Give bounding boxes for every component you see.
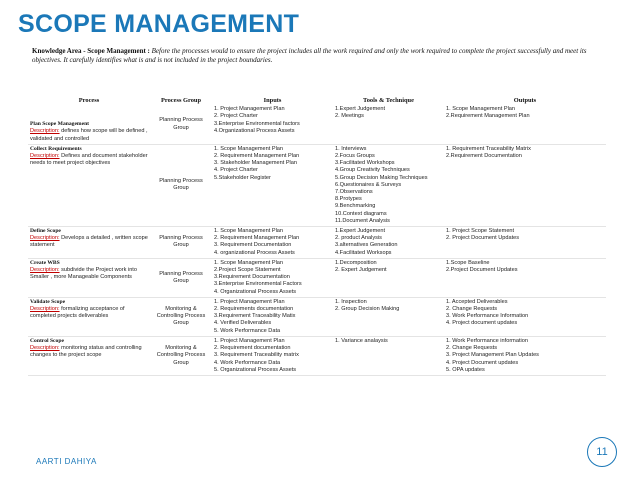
process-cell	[28, 227, 150, 259]
process-group-line: Planning Process	[159, 235, 203, 242]
inputs-cell	[212, 297, 333, 336]
tool-item: 3.Facilitated Workshops	[335, 160, 395, 167]
input-item: 4. Work Performance Data	[214, 359, 281, 366]
process-group-line: Group	[173, 242, 189, 249]
tool-item: 1. Variance analaysis	[335, 337, 388, 344]
tool-item: 5.Group Decision Making Techniques	[335, 174, 428, 181]
outputs-cell	[444, 105, 606, 144]
output-item: 2. Change Requests	[446, 306, 497, 313]
process-group-cell	[150, 258, 212, 297]
input-item: 3.Enterprise Environmental factors	[214, 120, 300, 127]
tool-item: 2. Expert Judgement	[335, 267, 387, 274]
process-table	[28, 96, 606, 376]
table-row	[28, 105, 606, 144]
outputs-cell	[444, 336, 606, 375]
process-group-line: Group	[173, 359, 189, 366]
input-item: 3. Requirement Traceability matrix	[214, 352, 299, 359]
process-description: subdivide the Project work into Smaller , more Manageable Components	[30, 267, 137, 281]
process-group-cell	[150, 227, 212, 259]
process-name: Define Scope	[30, 228, 61, 235]
tool-item: 10.Context diagrams	[335, 210, 387, 217]
input-item: 1. Project Management Plan	[214, 337, 285, 344]
description-label: Description:	[30, 153, 60, 160]
process-group-line: Planning Process	[159, 270, 203, 277]
process-group-line: Monitoring &	[165, 345, 197, 352]
tool-item: 1. Inspection	[335, 298, 367, 305]
process-group-cell	[150, 336, 212, 375]
tool-item: 1.Expert Judgement	[335, 106, 386, 113]
output-item: 5. OPA updates	[446, 366, 485, 373]
process-name: Plan Scope Management	[30, 121, 90, 128]
intro-paragraph	[32, 47, 592, 65]
output-item: 1. Accepted Deliverables	[446, 298, 508, 305]
input-item: 2. Requirement Management Plan	[214, 153, 300, 160]
process-name: Create WBS	[30, 259, 60, 266]
tool-item: 2.Focus Groups	[335, 153, 375, 160]
process-group-cell	[150, 105, 212, 144]
inputs-cell	[212, 105, 333, 144]
table-body	[28, 105, 606, 375]
table-header-row	[28, 96, 606, 105]
tool-item: 8.Protypes	[335, 196, 362, 203]
process-group-cell	[150, 297, 212, 336]
input-item: 2. Requirement Management Plan	[214, 235, 300, 242]
input-item: 5. Work Performance Data	[214, 327, 281, 334]
tools-cell	[333, 227, 444, 259]
process-description: Develops a detailed , written scope statement	[30, 235, 148, 249]
process-cell	[28, 297, 150, 336]
process-description: defines how scope will be defined , validated and controlled	[30, 128, 148, 142]
table-row	[28, 297, 606, 336]
process-group-line: Controlling Process	[156, 352, 206, 359]
description-label: Description:	[30, 235, 60, 242]
input-item: 4. organizational Process Assets	[214, 249, 295, 256]
output-item: 4. Project document updates	[446, 320, 518, 327]
process-group-line: Group	[173, 320, 189, 327]
table-row	[28, 227, 606, 259]
tools-cell	[333, 336, 444, 375]
inputs-cell	[212, 336, 333, 375]
tool-item: 1. Interviews	[335, 145, 367, 152]
table-row	[28, 258, 606, 297]
process-group-line: Monitoring &	[165, 306, 197, 313]
input-item: 1. Project Management Plan	[214, 298, 285, 305]
tools-cell	[333, 144, 444, 226]
input-item: 4. Organizational Process Assets	[214, 288, 297, 295]
intro-text: Before the processes would to ensure the project includes all the work required and only the work required to complete the project successfully and meet its objectives. It carefully identifies what is and is not included in the project boundaries.	[32, 47, 587, 64]
input-item: 3. Requirement Documentation	[214, 242, 292, 249]
header-tools: Tools & Technique	[363, 97, 414, 104]
output-item: 1. Project Scope Statement	[446, 228, 515, 235]
page-number-badge: 11	[587, 437, 617, 467]
header-process-group: Process Group	[160, 97, 202, 104]
process-group-cell	[150, 144, 212, 226]
output-item: 2. Change Requests	[446, 345, 497, 352]
input-item: 4.Organizational Process Assets	[214, 127, 295, 134]
output-item: 1.Scope Baseline	[446, 259, 490, 266]
tool-item: 2. Meetings	[335, 113, 364, 120]
tool-item: 4.Group Creativity Techniques	[335, 167, 410, 174]
tool-item: 4.Facilitated Worksops	[335, 249, 392, 256]
header-inputs: Inputs	[263, 97, 282, 104]
process-group-line: Group	[173, 185, 189, 192]
output-item: 1. Scope Management Plan	[446, 106, 516, 113]
process-group-line: Group	[173, 124, 189, 131]
process-description: formalizing acceptance of completed projects deliverables	[30, 306, 125, 320]
output-item: 1. Requirement Traceability Matrix	[446, 145, 531, 152]
input-item: 2. Project Charter	[214, 113, 258, 120]
process-cell	[28, 144, 150, 226]
input-item: 1. Scope Management Plan	[214, 145, 284, 152]
description-label: Description:	[30, 306, 60, 313]
input-item: 2. Requirement documentation	[214, 345, 291, 352]
process-cell	[28, 105, 150, 144]
description-label: Description:	[30, 345, 60, 352]
output-item: 4. Project Document updates	[446, 359, 519, 366]
tool-item: 1.Expert Judgement	[335, 228, 386, 235]
header-process: Process	[78, 97, 100, 104]
input-item: 3.Enterprise Environmental Factors	[214, 281, 302, 288]
input-item: 5. Organizational Process Assets	[214, 366, 297, 373]
tools-cell	[333, 297, 444, 336]
input-item: 2.Project Scope Statement	[214, 267, 281, 274]
process-group-line: Controlling Process	[156, 313, 206, 320]
tool-item: 1.Decomposition	[335, 259, 377, 266]
process-group-line: Planning Process	[159, 117, 203, 124]
inputs-cell	[212, 258, 333, 297]
description-label: Description:	[30, 128, 60, 135]
output-item: 1. Work Performance information	[446, 337, 528, 344]
tools-cell	[333, 105, 444, 144]
process-group-line: Planning Process	[159, 178, 203, 185]
intro-label: Knowledge Area - Scope Management :	[32, 47, 150, 55]
output-item: 2.Requirement Management Plan	[446, 113, 530, 120]
inputs-cell	[212, 144, 333, 226]
output-item: 2.Project Document Updates	[446, 267, 518, 274]
input-item: 3. Stakeholder Management Plan	[214, 160, 298, 167]
input-item: 3.Requirement Traceability Matix	[214, 313, 296, 320]
header-outputs: Outputs	[513, 97, 537, 104]
outputs-cell	[444, 144, 606, 226]
outputs-cell	[444, 258, 606, 297]
tools-cell	[333, 258, 444, 297]
process-description: monitoring status and controlling changes to the project scope	[30, 345, 142, 359]
tool-item: 2. Group Decision Making	[335, 306, 400, 313]
outputs-cell	[444, 227, 606, 259]
process-name: Collect Requirements	[30, 145, 82, 152]
input-item: 5.Stakeholder Register	[214, 174, 271, 181]
table-row	[28, 144, 606, 226]
output-item: 2.Requirement Documentation	[446, 153, 522, 160]
process-group-line: Group	[173, 277, 189, 284]
process-cell	[28, 258, 150, 297]
input-item: 3.Requirement Documentation	[214, 274, 290, 281]
footer-author: AARTI DAHIYA	[36, 457, 97, 466]
process-cell	[28, 336, 150, 375]
input-item: 1. Scope Management Plan	[214, 259, 284, 266]
tool-item: 11.Document Analysis	[335, 217, 390, 224]
process-description: Defines and document stakeholder needs to meet project objectives	[30, 153, 148, 167]
output-item: 3. Work Performance Information	[446, 313, 529, 320]
tool-item: 6.Questionaires & Surveys	[335, 181, 402, 188]
outputs-cell	[444, 297, 606, 336]
inputs-cell	[212, 227, 333, 259]
input-item: 4. Project Charter	[214, 167, 258, 174]
input-item: 2. Requirements documentation	[214, 306, 294, 313]
process-name: Control Scope	[30, 337, 64, 344]
slide-title: SCOPE MANAGEMENT	[18, 10, 300, 38]
input-item: 1. Project Management Plan	[214, 106, 285, 113]
tool-item: 7.Observations	[335, 189, 373, 196]
tool-item: 3.alternatives Generation	[335, 242, 398, 249]
input-item: 1. Scope Management Plan	[214, 228, 284, 235]
description-label: Description:	[30, 267, 60, 274]
table-row	[28, 336, 606, 375]
output-item: 3. Project Management Plan Updates	[446, 352, 539, 359]
process-name: Validate Scope	[30, 298, 66, 305]
tool-item: 2. product Analysis	[335, 235, 382, 242]
output-item: 2. Project Document Updates	[446, 235, 520, 242]
tool-item: 9.Benchmarking	[335, 203, 376, 210]
input-item: 4. Verified Deliverables	[214, 320, 272, 327]
